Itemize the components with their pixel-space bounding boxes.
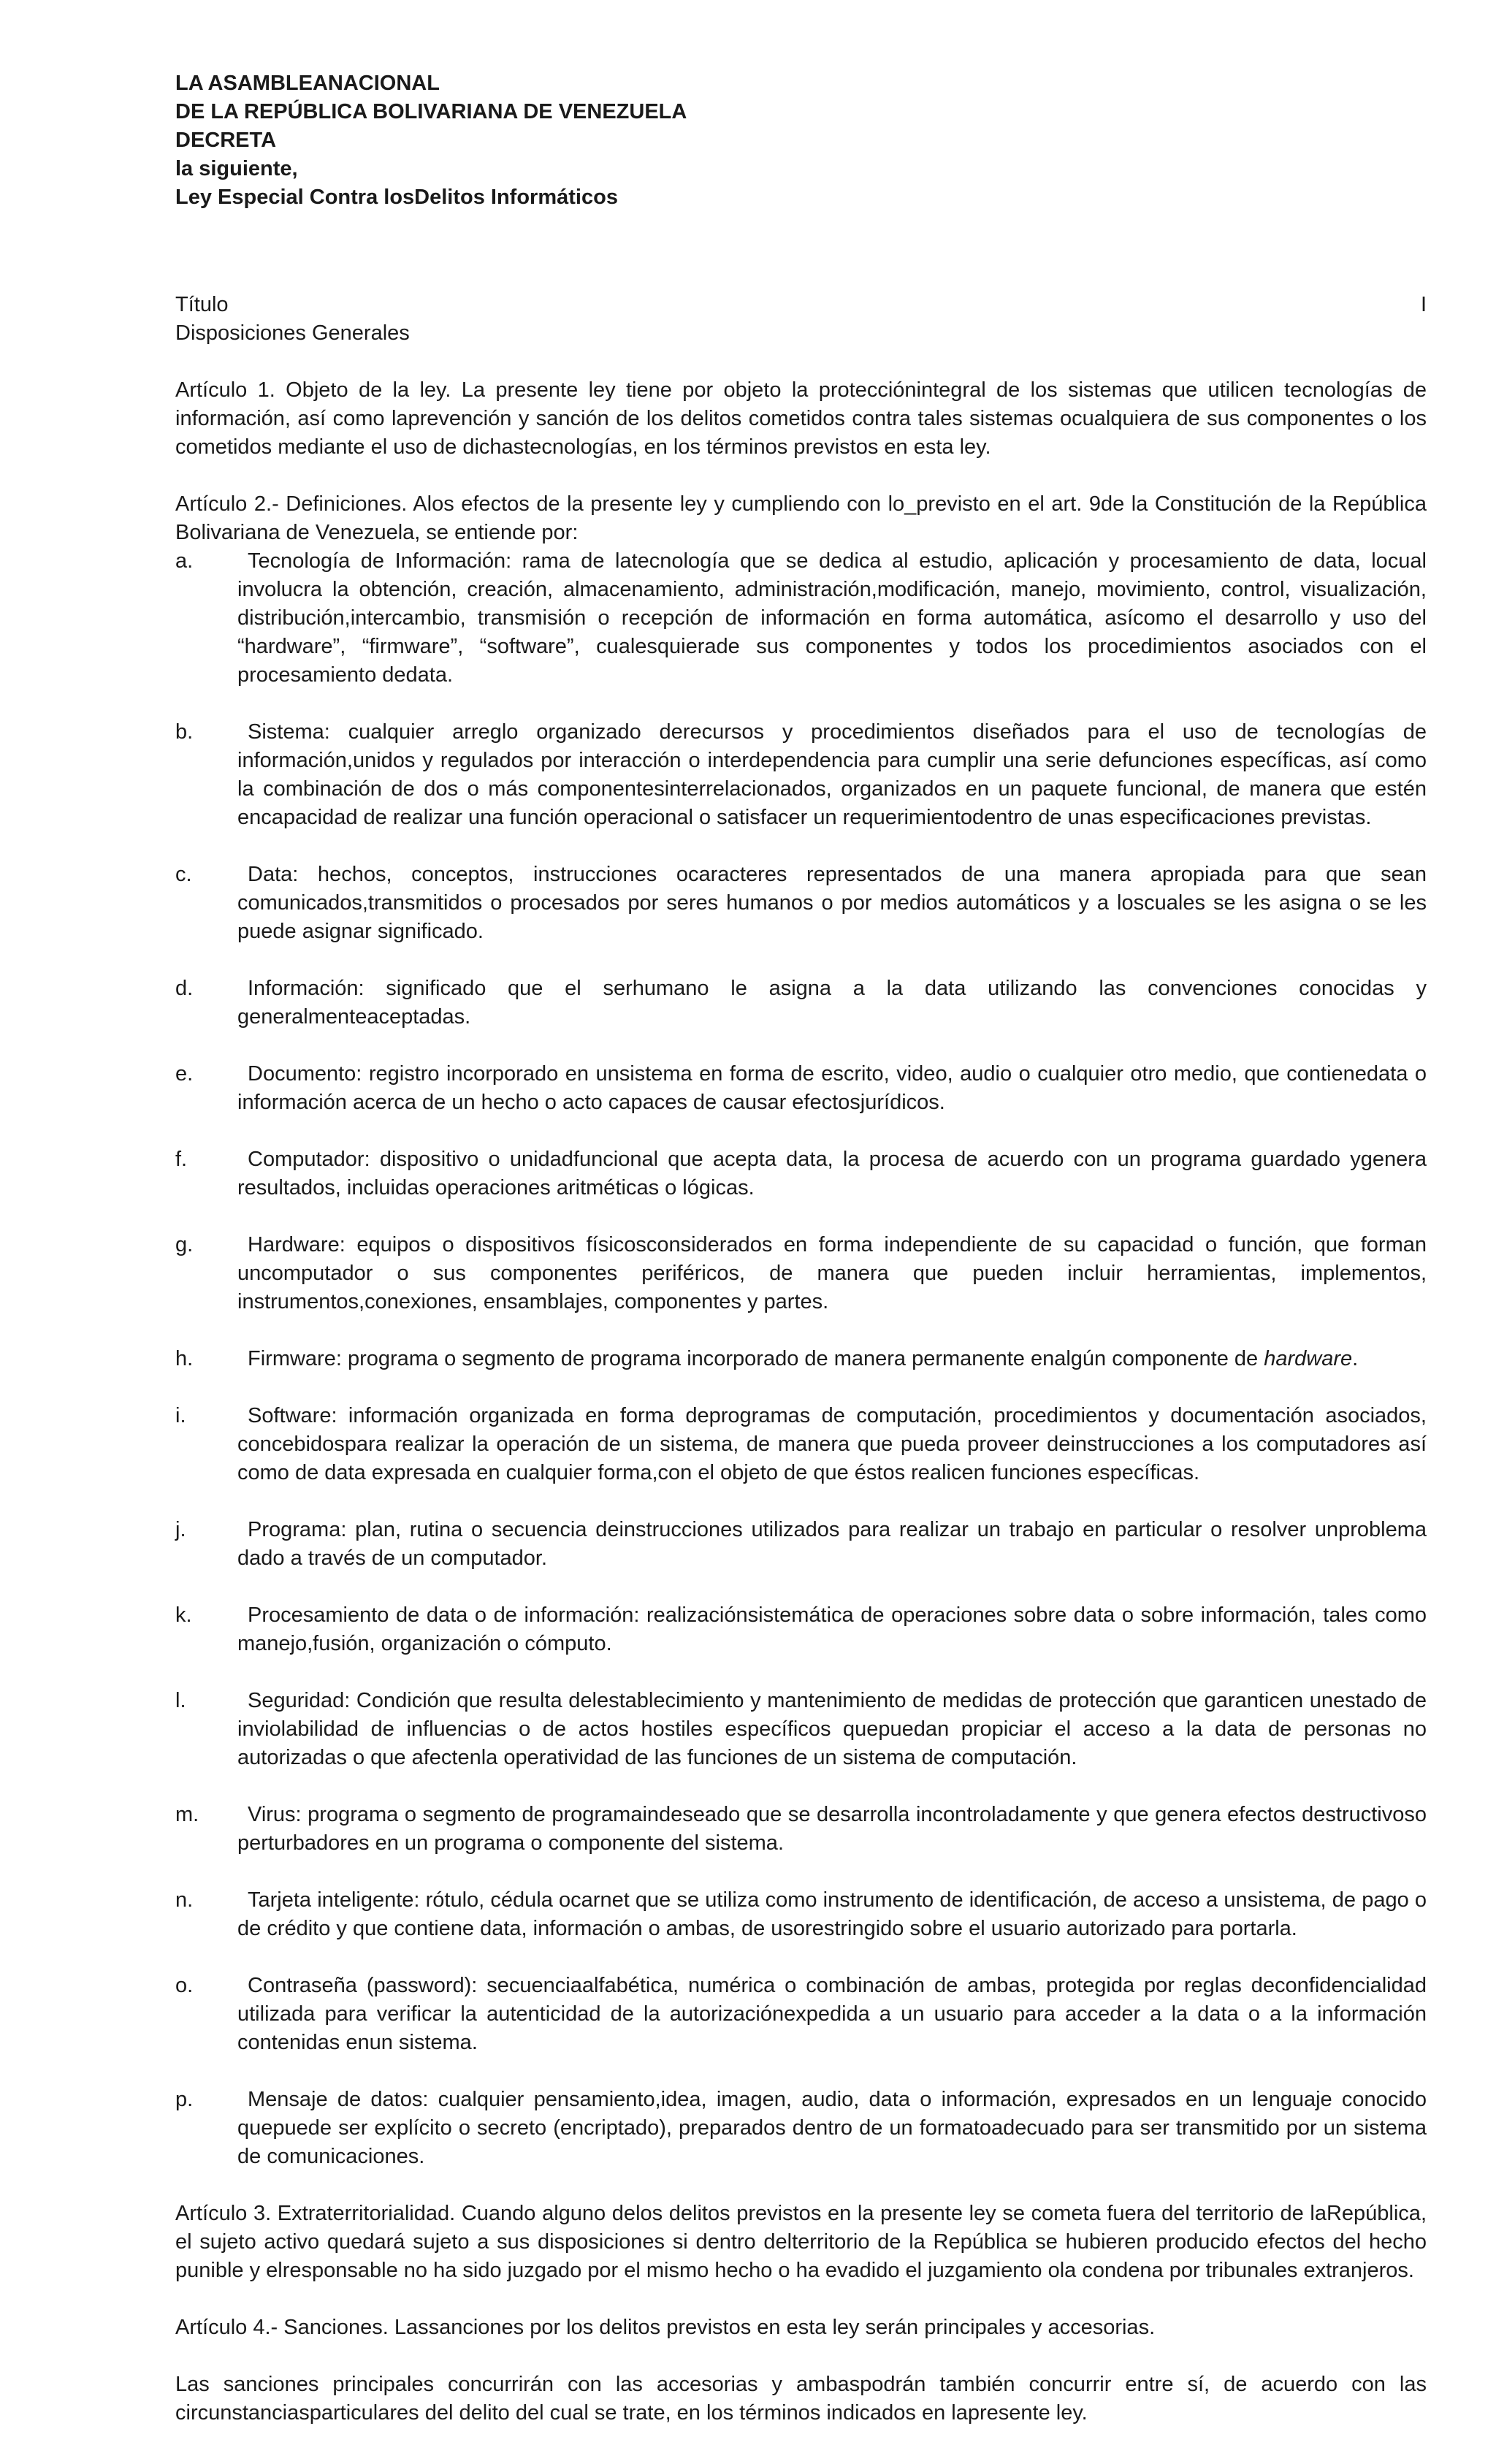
article-4-paragraph: Las sanciones principales concurrirán con las accesorias y ambaspodrán también concurrir entre sí, de acuerdo con las circunstanciasparticulares del delito del cual se trate, en los términos indicados en lapresente ley. [175, 2373, 1427, 2425]
definition-h [175, 1345, 1427, 1373]
definition-text: Mensaje de datos: cualquier pensamiento,idea, imagen, audio, data o información, expresados en un lenguaje conocido quepuede ser explícito o secreto (encriptado), preparados dentro de un formatoadecuado para ser transmitido por un sistema de comunicaciones. [237, 2088, 1427, 2168]
definition-m [175, 1801, 1427, 1858]
article-2-intro: Artículo 2.- Definiciones. Alos efectos de la presente ley y cumpliendo con lo_previsto en el art. 9de la Constitución de la República Bolivariana de Venezuela, se entiende por: [175, 492, 1427, 544]
title-numeral: I [1420, 293, 1427, 316]
definition-c [175, 861, 1427, 946]
article-1: Artículo 1. Objeto de la ley. La presente ley tiene por objeto la protecciónintegral de los sistemas que utilicen tecnologías de información, así como laprevención y sanción de los delitos cometidos contra tales sistemas ocualquiera de sus componentes o los cometidos mediante el uso de dichastecnologías, en los términos previstos en esta ley. [175, 378, 1427, 459]
definition-text: Contraseña (password): secuenciaalfabética, numérica o combinación de ambas, protegida por reglas deconfidencialidad utilizada para verificar la autenticidad de la autorizaciónexpedida a un usuario para acceder a la data o a la información contenidas enun sistema. [237, 1974, 1427, 2054]
title-label: Título [175, 293, 229, 316]
definition-text-before: Firmware: programa o segmento de programa incorporado de manera permanente enalgún componente de [248, 1347, 1264, 1370]
definition-j [175, 1516, 1427, 1573]
definition-marker: i. [175, 1404, 186, 1427]
definition-text [237, 1347, 1358, 1370]
definition-e [175, 1060, 1427, 1117]
definition-text: Computador: dispositivo o unidadfuncional que acepta data, la procesa de acuerdo con un programa guardado ygenera resultados, incluidas operaciones aritméticas o lógicas. [237, 1148, 1427, 1199]
definition-n [175, 1886, 1427, 1943]
title-subtitle: Disposiciones Generales [175, 321, 410, 345]
definition-marker: d. [175, 977, 194, 1000]
definition-f [175, 1145, 1427, 1202]
definition-text: Procesamiento de data o de información: realizaciónsistemática de operaciones sobre data o sobre información, tales como manejo,fusión, organización o cómputo. [237, 1603, 1427, 1655]
definition-i [175, 1402, 1427, 1487]
definition-k [175, 1601, 1427, 1658]
definition-b [175, 718, 1427, 832]
article-4: Artículo 4.- Sanciones. Lassanciones por los delitos previstos en esta ley serán principales y accesorias. [175, 2316, 1156, 2339]
definition-marker: k. [175, 1603, 192, 1627]
definition-marker: b. [175, 720, 194, 744]
definition-text: Información: significado que el serhumano le asigna a la data utilizando las convenciones conocidas y generalmenteaceptadas. [237, 977, 1427, 1029]
definition-text: Virus: programa o segmento de programaindeseado que se desarrolla incontroladamente y que genera efectos destructivoso perturbadores en un programa o componente del sistema. [237, 1803, 1427, 1855]
definition-marker: g. [175, 1233, 194, 1256]
definition-marker: n. [175, 1888, 194, 1912]
definition-text: Data: hechos, conceptos, instrucciones ocaracteres representados de una manera apropiada para que sean comunicados,transmitidos o procesados por seres humanos o por medios automáticos y a loscuales se les asigna o se les puede asignar significado. [237, 863, 1427, 943]
definition-a [175, 547, 1427, 690]
header-line-asamblea: LA ASAMBLEANACIONAL [175, 72, 440, 95]
definition-marker: f. [175, 1148, 188, 1171]
article-3: Artículo 3. Extraterritorialidad. Cuando alguno delos delitos previstos en la presente ley se cometa fuera del territorio de laRepública, el sujeto activo quedará sujeto a sus disposiciones si dentro delterritorio de la República se hubieren producido efectos del hecho punible y elresponsable no ha sido juzgado por el mismo hecho o ha evadido el juzgamiento ola condena por tribunales extranjeros. [175, 2202, 1427, 2282]
decree-header [175, 69, 1427, 212]
law-title: Ley Especial Contra losDelitos Informáticos [175, 186, 618, 209]
definition-text-italic: hardware [1264, 1347, 1353, 1370]
definition-marker: o. [175, 1974, 194, 1997]
definition-text: Documento: registro incorporado en unsistema en forma de escrito, video, audio o cualquier otro medio, que contienedata o información acerca de un hecho o acto capaces de causar efectosjurídicos. [237, 1062, 1427, 1114]
header-line-republica: DE LA REPÚBLICA BOLIVARIANA DE VENEZUELA [175, 100, 687, 123]
definition-text-after: . [1352, 1347, 1359, 1370]
definitions-list [175, 547, 1427, 2171]
definition-marker: c. [175, 863, 192, 886]
definition-marker: j. [175, 1518, 186, 1541]
definition-l [175, 1687, 1427, 1772]
definition-marker: m. [175, 1803, 199, 1826]
definition-text: Tecnología de Información: rama de latecnología que se dedica al estudio, aplicación y procesamiento de data, locual involucra la obtención, creación, almacenamiento, administración,modificación, manejo, movimiento, control, visualización, distribución,intercambio, transmisión o recepción de información en forma automática, asícomo el desarrollo y uso del “hardware”, “firmware”, “software”, cualesquierade sus componentes y todos los procedimientos asociados con el procesamiento dedata. [237, 549, 1427, 687]
definition-text: Sistema: cualquier arreglo organizado derecursos y procedimientos diseñados para el uso de tecnologías de información,unidos y regulados por interacción o interdependencia para cumplir una serie defunciones específicas, así como la combinación de dos o más componentesinterrelacionados, organizados en un paquete funcional, de manera que estén encapacidad de realizar una función operacional o satisfacer un requerimientodentro de unas especificaciones previstas. [237, 720, 1427, 829]
header-line-decreta: DECRETA [175, 129, 277, 152]
definition-o [175, 1972, 1427, 2057]
definition-text: Seguridad: Condición que resulta delestablecimiento y mantenimiento de medidas de protección que garanticen unestado de inviolabilidad de influencias o de actos hostiles específicos quepuedan propiciar el acceso a la data de personas no autorizadas o que afectenla operatividad de las funciones de un sistema de computación. [237, 1689, 1427, 1769]
definition-p [175, 2086, 1427, 2171]
definition-marker: l. [175, 1689, 186, 1712]
definition-marker: e. [175, 1062, 194, 1086]
definition-text: Tarjeta inteligente: rótulo, cédula ocarnet que se utiliza como instrumento de identificación, de acceso a unsistema, de pago o de crédito y que contiene data, información o ambas, de usorestringido sobre el usuario autorizado para portarla. [237, 1888, 1427, 1940]
definition-marker: p. [175, 2088, 194, 2111]
definition-text: Software: información organizada en forma deprogramas de computación, procedimientos y documentación asociados, concebidospara realizar la operación de un sistema, de manera que pueda proveer deinstrucciones a los computadores así como de data expresada en cualquier forma,con el objeto de que éstos realicen funciones específicas. [237, 1404, 1427, 1484]
definition-marker: h. [175, 1347, 194, 1370]
definition-marker: a. [175, 549, 194, 573]
header-line-siguiente: la siguiente, [175, 157, 298, 180]
title-heading [175, 291, 1427, 319]
definition-d [175, 974, 1427, 1031]
definition-text: Programa: plan, rutina o secuencia deinstrucciones utilizados para realizar un trabajo en particular o resolver unproblema dado a través de un computador. [237, 1518, 1427, 1570]
definition-text: Hardware: equipos o dispositivos físicosconsiderados en forma independiente de su capacidad o función, que forman uncomputador o sus componentes periféricos, de manera que pueden incluir herramientas, implementos, instrumentos,conexiones, ensamblajes, componentes y partes. [237, 1233, 1427, 1313]
definition-g [175, 1231, 1427, 1316]
